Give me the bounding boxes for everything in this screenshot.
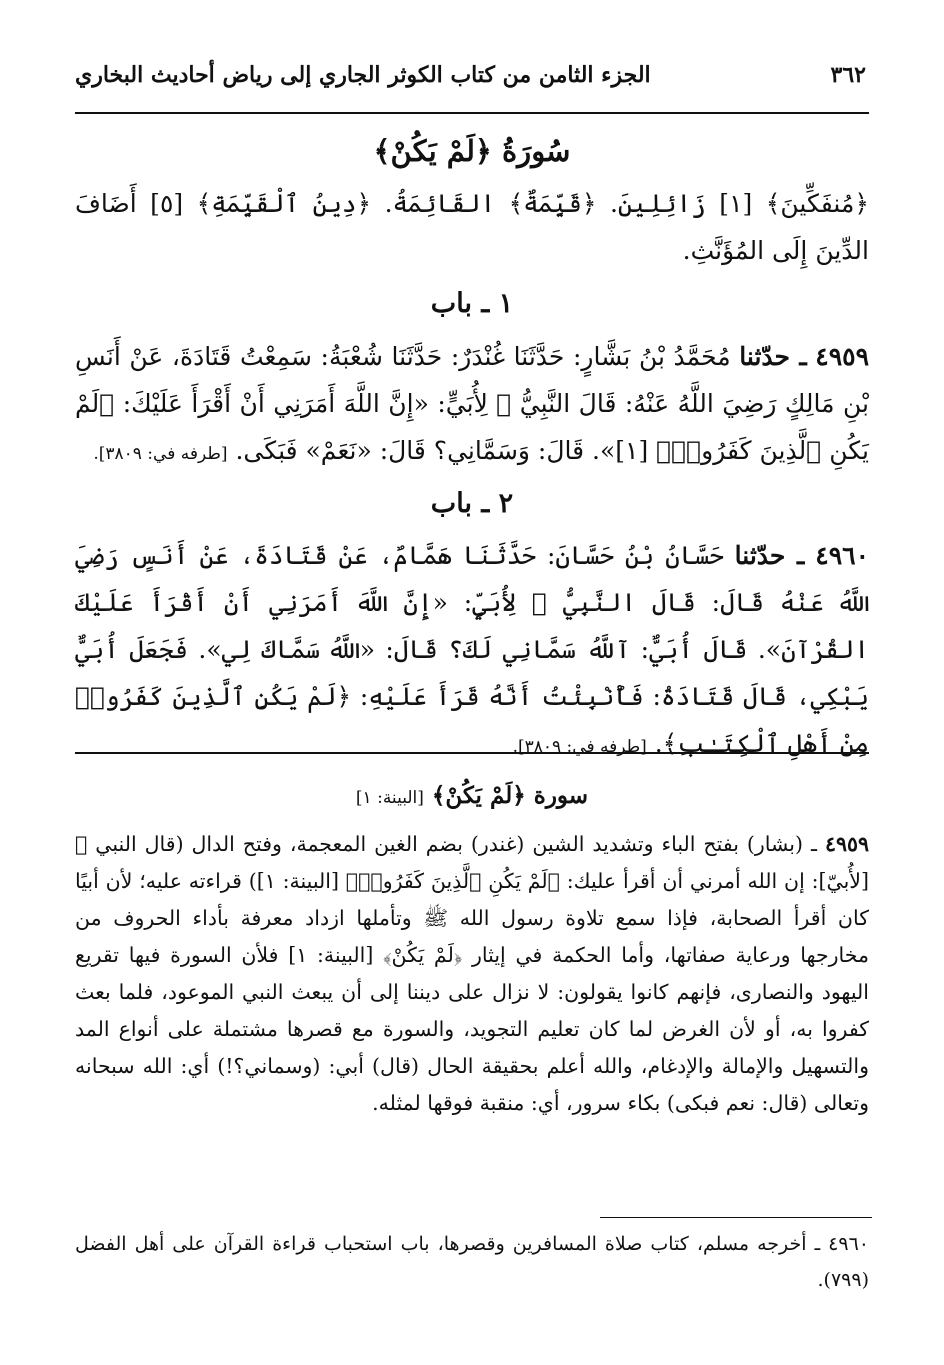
commentary-title-text: سورة ﴿لَمْ يَكُنْ﴾ (431, 782, 589, 809)
commentary-hadith-number: ٤٩٥٩ (824, 832, 869, 856)
commentary-title (75, 782, 869, 809)
chapter-1-title: ١ ـ باب (430, 288, 514, 319)
hadith-text: حَسَّانُ بْنُ حَسَّانَ: حَدَّثَنَا هَمَّامٌ، عَنْ قَتَادَةَ، عَنْ أَنَسٍ رَضِيَ اللَّهُ عَنْهُ قَالَ: قَالَ النَّبِيُّ ﷺ لِأُبَيٍّ: «إِنَّ اللَّهَ أَمَرَنِي أَنْ أَقْرَأَ عَلَيْكَ القُرْآنَ». قَالَ أُبَيٌّ: آللَّهُ سَمَّانِي لَكَ؟ قَالَ: «اللَّهُ سَمَّاكَ لِي». فَجَعَلَ أُبَيٌّ يَبْكِي، قَالَ قَتَادَةُ: فَأُنْبِئْتُ أَنَّهُ قَرَأَ عَلَيْهِ: ﴿لَمْ يَكُنِ ٱلَّذِينَ كَفَرُوا۟ مِنْ أَهْلِ ٱلْكِتَـٰبِ﴾. (75, 541, 869, 758)
commentary-text: ـ (بشار) بفتح الباء وتشديد الشين (غندر) بضم الغين المعجمة، وفتح الدال (قال النبي ﷺ [لأُبيّ]: إن الله أمرني أن أقرأ عليك: ﴿لَمْ يَكُنِ ٱلَّذِينَ كَفَرُوا۟﴾ [البينة: ١]) قراءته عليه؛ لأن أبيًا كان أقرأ الصحابة، فإذا سمع تلاوة رسول الله ﷺ وتأملها ازداد معرفة بأداء الحروف من مخارجها ورعاية صفاتها، وأما الحكمة في إيثار ﴿لَمْ يَكُنْ﴾ [البينة: ١] فلأن السورة فيها تقريع اليهود والنصارى، فإنهم كانوا يقولون: لا نزال على ديننا إلى أن يبعث النبي الموعود، فلما بعث كفروا به، أو لأن الغرض لما كان تعليم التجويد، والسورة مع قصرها مشتملة على أنواع المد والتسهيل والإمالة والإدغام، والله أعلم بحقيقة الحال (قال) أبي: (وسماني؟!) أي: الله سبحانه وتعالى (قال: نعم فبكى) بكاء سرور، أي: منقبة فوقها لمثله. (75, 832, 869, 1115)
commentary-body (75, 826, 869, 1122)
page-number: ٣٦٢ (830, 62, 866, 88)
hadith-ref: [طرفه في: ٣٨٠٩]. (512, 737, 647, 757)
footnote: ٤٩٦٠ ـ أخرجه مسلم، كتاب صلاة المسافرين وقصرها، باب استحباب قراءة القرآن على أهل الفضل (٧٩٩). (75, 1233, 869, 1291)
hadith-lead: ـ حدّثنا (734, 541, 805, 570)
hadith-ref: [طرفه في: ٣٨٠٩]. (93, 444, 228, 464)
hadith-number: ٤٩٦٠ (815, 541, 870, 570)
hadith-text: مُحَمَّدُ بْنُ بَشَّارٍ: حَدَّثَنَا غُنْدَرٌ: حَدَّثَنَا شُعْبَةُ: سَمِعْتُ قَتَادَةَ، عَنْ أَنَسِ بْنِ مَالِكٍ رَضِيَ اللَّهُ عَنْهُ: قَالَ النَّبِيُّ ﷺ لِأُبَيٍّ: «إِنَّ اللَّهَ أَمَرَنِي أَنْ أَقْرَأَ عَلَيْكَ: ﴿لَمْ يَكُنِ ٱلَّذِينَ كَفَرُوا۟﴾ [١]». قَالَ: وَسَمَّانِي؟ قَالَ: «نَعَمْ» فَبَكَى. (75, 342, 869, 465)
footnote-rule (600, 1217, 872, 1218)
surah-title: سُورَةُ ﴿لَمْ يَكُنْ﴾ (373, 134, 571, 168)
commentary-title-ref: [البينة: ١] (355, 788, 424, 808)
section-divider (75, 752, 869, 754)
header-divider (75, 112, 869, 114)
chapter-2-title: ٢ ـ باب (430, 488, 514, 519)
surah-gloss: ﴿مُنفَكِّينَ﴾ [١] زَائِلِينَ. ﴿قَيِّمَةٌ﴾ القَائِمَةُ. ﴿دِينُ ٱلْقَيِّمَةِ﴾ [٥] أَضَافَ الدِّينَ إِلَى المُؤَنَّثِ. (75, 189, 869, 265)
hadith-4960 (75, 532, 869, 771)
page-header (75, 62, 866, 88)
running-title: الجزء الثامن من كتاب الكوثر الجاري إلى رياض أحاديث البخاري (75, 62, 651, 88)
hadith-lead: ـ حدّثنا (739, 342, 807, 371)
hadith-number: ٤٩٥٩ (815, 342, 869, 371)
hadith-4959 (75, 333, 869, 478)
